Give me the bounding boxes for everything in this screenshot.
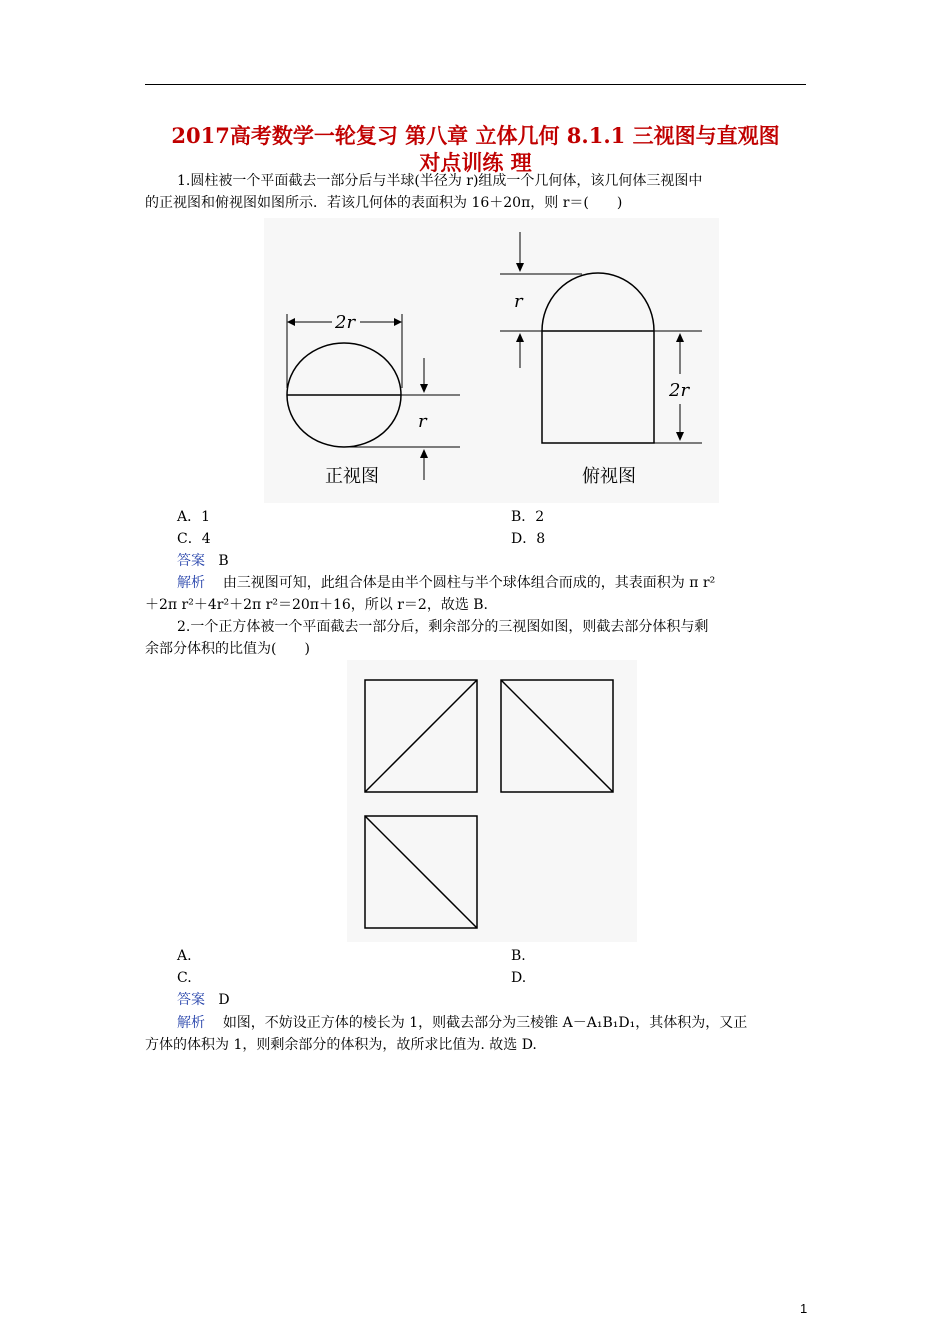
q1-answer-row xyxy=(177,551,838,572)
header-rule xyxy=(145,84,806,85)
doc-subtitle: 对点训练 理 xyxy=(419,150,532,175)
q2-option-b: B. xyxy=(511,948,526,964)
q1-stem-line1: 1.圆柱被一个平面截去一部分后与半球(半径为 r)组成一个几何体，该几何体三视图中 xyxy=(177,173,703,189)
q2-stem-line1: 2.一个正方体被一个平面截去一部分后，剩余部分的三视图如图，则截去部分体积与剩 xyxy=(177,619,709,635)
q1-analysis-label: 解析 xyxy=(177,575,205,591)
page-number: 1 xyxy=(800,1301,808,1316)
top-view-label: 俯视图 xyxy=(582,466,636,487)
q2-three-view-figure xyxy=(347,660,637,942)
top-dim-r: r xyxy=(514,291,523,312)
q1-analysis-row xyxy=(177,573,838,594)
q2-analysis-line2: 方体的体积为 1，则剩余部分的体积为，故所求比值为. 故选 D. xyxy=(145,1037,537,1053)
q2-option-d: D. xyxy=(511,970,527,986)
q2-answer-row xyxy=(177,990,838,1011)
q1-stem-line2: 的正视图和俯视图如图所示．若该几何体的表面积为 16＋20π，则 r＝( ) xyxy=(145,195,623,211)
front-dim-r: r xyxy=(418,411,427,432)
doc-title: 2017高考数学一轮复习 第八章 立体几何 8.1.1 三视图与直观图 xyxy=(171,123,780,148)
q1-three-view-figure xyxy=(264,218,719,503)
q1-option-c: C．4 xyxy=(177,531,211,547)
q2-option-c: C. xyxy=(177,970,192,986)
q1-answer-label: 答案 xyxy=(177,553,205,569)
q2-answer-value: D xyxy=(218,992,230,1008)
q1-option-a: A．1 xyxy=(177,509,211,525)
q1-option-b: B．2 xyxy=(511,509,545,525)
q1-answer-value: B xyxy=(218,553,229,569)
front-dim-2r: 2r xyxy=(335,312,356,333)
q2-answer-label: 答案 xyxy=(177,992,205,1008)
q2-analysis-line1: 如图，不妨设正方体的棱长为 1，则截去部分为三棱锥 A－A₁B₁D₁，其体积为，又正 xyxy=(222,1015,748,1031)
q2-analysis-label: 解析 xyxy=(177,1015,205,1031)
top-view-outline xyxy=(542,273,654,443)
front-view-label: 正视图 xyxy=(325,466,379,487)
q1-analysis-line1: 由三视图可知，此组合体是由半个圆柱与半个球体组合而成的，其表面积为 π r² xyxy=(222,575,716,591)
q1-option-d: D．8 xyxy=(511,531,546,547)
q1-analysis-line2: ＋2π r²＋4r²＋2π r²＝20π＋16，所以 r＝2，故选 B. xyxy=(145,597,489,613)
q2-analysis-row xyxy=(177,1013,838,1034)
q2-option-a: A. xyxy=(177,948,192,964)
q2-stem-line2: 余部分体积的比值为( ) xyxy=(145,641,310,657)
top-dim-2r: 2r xyxy=(669,380,690,401)
